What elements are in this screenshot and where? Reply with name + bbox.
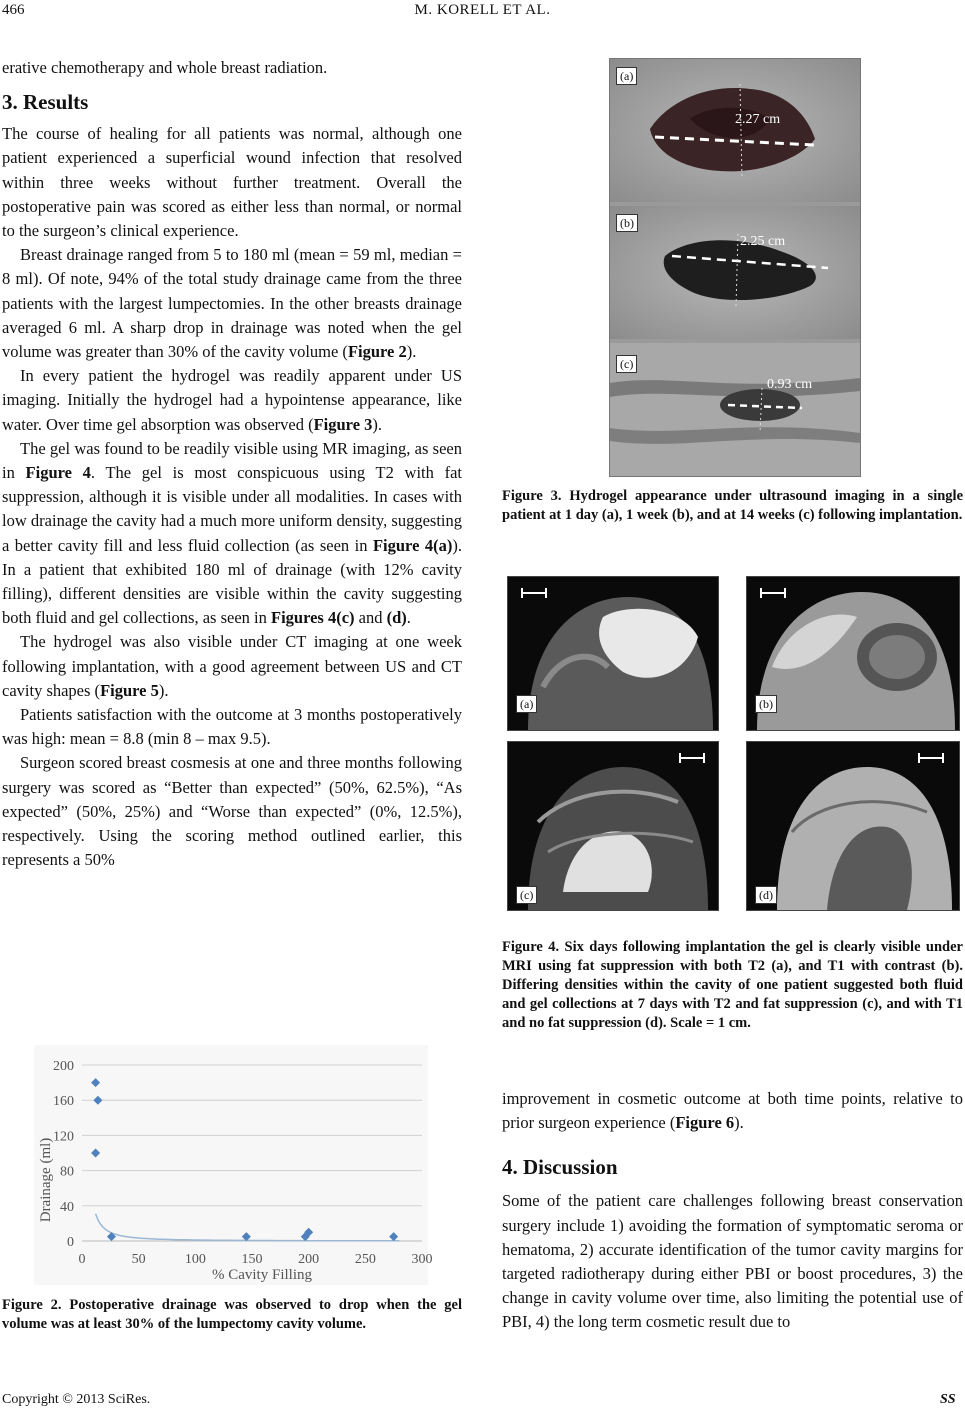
- y-tick-label: 40: [60, 1199, 74, 1215]
- results-paragraph-1: The course of healing for all patients was normal, although one patient experienced a superficial wound infection that resolved within three weeks without further treatment. Overall the postoperative pain was scored as either less than normal, or normal to the surgeon’s clinical experience.: [2, 124, 462, 241]
- figure-3-ref[interactable]: Figure 3: [313, 414, 373, 434]
- figure-5-ref[interactable]: Figure 5: [100, 680, 159, 700]
- figure-4d-ref[interactable]: (d): [386, 608, 407, 628]
- mri-image-d: [747, 742, 959, 910]
- x-tick-label: 0: [78, 1252, 86, 1267]
- discussion-paragraph: Some of the patient care challenges following breast conservation surgery include 1) avoiding the formation of symptomatic seroma or hematoma, 2) accurate identification of the tumor cavity margins for targeted radiotherapy during either PBI or boost procedures, 3) the change in cavity volume over time, also limiting the potential use of PBI, 4) the long term cosmetic result due to: [502, 1191, 963, 1332]
- mri-panel-d: [746, 741, 960, 911]
- figure-3-caption-label: Figure 3.: [502, 488, 562, 504]
- figure-4-caption: [502, 938, 963, 1033]
- results-paragraph-5: The hydrogel was also visible under CT imaging at one week following implantation, with a good agreement between US and CT cavity shapes (Figure 5).: [2, 632, 462, 700]
- figure-2-caption-text: Postoperative drainage was observed to drop when the gel volume was at least 30% of the lumpectomy cavity volume.: [2, 1297, 463, 1332]
- figure-2-caption: [2, 1296, 462, 1334]
- results-heading: 3. Results: [2, 90, 89, 115]
- y-axis-label: Drainage (ml): [38, 1137, 54, 1223]
- panel-a-label: (a): [616, 67, 637, 85]
- mri-label-b: (b): [755, 695, 777, 713]
- panel-c-measurement: 0.93 cm: [767, 377, 813, 392]
- footer-copyright: Copyright © 2013 SciRes.: [2, 1392, 151, 1407]
- footer-journal: SS: [940, 1392, 956, 1407]
- continuation-text: erative chemotherapy and whole breast radiation.: [2, 58, 328, 77]
- x-axis-label: % Cavity Filling: [211, 1267, 313, 1283]
- ultrasound-image-a: [610, 59, 860, 202]
- x-tick-label: 150: [241, 1252, 263, 1267]
- results-paragraph-4: The gel was found to be readily visible using MR imaging, as seen in Figure 4. The gel is most conspicuous using T2 with fat suppression, although it is visible under all modalities. In cases with low drainage the cavity had a much more uniform density, suggesting a better cavity fill and less fluid collection (as seen in Figure 4(a)). In a patient that exhibited 180 ml of drainage (with 12% cavity filling), different densities are visible within the cavity suggesting both fluid and gel collections, as seen in Figures 4(c) and (d).: [2, 438, 462, 628]
- figure-4-ref[interactable]: Figure 4: [25, 463, 91, 483]
- results-paragraph-3: In every patient the hydrogel was readily apparent under US imaging. Initially the hydrogel had a hypointense appearance, like water. Over time gel absorption was observed (Figure 3).: [2, 366, 462, 434]
- ultrasound-panel-a: [610, 59, 860, 202]
- figure-3-image: [609, 58, 861, 477]
- results-paragraph-6: Patients satisfaction with the outcome at 3 months postoperatively was high: mean = 8.8 (min 8 – max 9.5).: [2, 705, 462, 749]
- cosmesis-paragraph: improvement in cosmetic outcome at both time points, relative to prior surgeon experience (Figure 6).: [502, 1089, 963, 1133]
- figure-6-ref[interactable]: Figure 6: [675, 1113, 735, 1133]
- panel-b-label: (b): [616, 214, 638, 232]
- mri-label-c: (c): [516, 886, 537, 904]
- ultrasound-image-c: [610, 343, 860, 476]
- y-tick-label: 160: [53, 1094, 74, 1110]
- running-title: M. KORELL ET AL.: [414, 2, 551, 18]
- ultrasound-panel-b: [610, 206, 860, 339]
- figure-2-caption-label: Figure 2.: [2, 1297, 62, 1313]
- results-paragraph-7: Surgeon scored breast cosmesis at one and three months following surgery was scored as “Better than expected” (50%, 62.5%), “As expected” (50%, 25%) and “Worse than expected” (0%, 12.5%), respectively. Using the scoring method outlined earlier, this represents a 50%: [2, 753, 462, 870]
- discussion-heading: 4. Discussion: [502, 1155, 618, 1180]
- mri-image-c: [508, 742, 718, 910]
- x-tick-label: 300: [411, 1252, 433, 1267]
- figure-4-caption-text: Six days following implantation the gel is clearly visible under MRI using fat suppression with both T2 (a), and T1 with contrast (b). Differing densities within the cavity of one patient suggested both fluid and gel collections at 7 days with T2 and fat suppression (c), and with T1 and no fat suppression (d). Scale = 1 cm.: [502, 939, 963, 1031]
- running-header: [0, 0, 965, 22]
- x-tick-label: 200: [298, 1252, 320, 1267]
- mri-image-b: [747, 577, 959, 730]
- y-tick-label: 120: [53, 1129, 74, 1145]
- panel-b-measurement: 2.25 cm: [740, 234, 786, 249]
- right-column: [502, 1087, 963, 1335]
- results-paragraph-2: Breast drainage ranged from 5 to 180 ml (mean = 59 ml, median = 8 ml). Of note, 94% of the total study drainage came from the three patients with the largest lumpectomies. In the other breasts drainage averaged 6 ml. A sharp drop in drainage was noted when the gel volume was greater than 30% of the cavity volume (Figure 2).: [2, 245, 462, 362]
- mri-image-a: [508, 577, 718, 730]
- mri-panel-b: [746, 576, 960, 731]
- panel-c-label: (c): [616, 355, 637, 373]
- x-tick-label: 250: [354, 1252, 376, 1267]
- left-column: [2, 56, 462, 873]
- y-tick-label: 200: [53, 1059, 74, 1074]
- figure-2-ref[interactable]: Figure 2: [347, 342, 407, 362]
- y-tick-label: 0: [67, 1235, 74, 1250]
- figure-2-chart: [34, 1045, 433, 1285]
- mri-panel-c: [507, 741, 719, 911]
- figure-4-caption-label: Figure 4.: [502, 939, 560, 955]
- mri-panel-a: [507, 576, 719, 731]
- mri-label-d: (d): [755, 886, 777, 904]
- figure-4a-ref[interactable]: Figure 4(a): [372, 535, 453, 555]
- figure-3-caption: [502, 487, 963, 525]
- x-tick-label: 100: [184, 1252, 206, 1267]
- figure-4c-ref[interactable]: Figures 4(c): [270, 608, 355, 628]
- panel-a-measurement: 2.27 cm: [735, 112, 781, 127]
- page-number: 466: [2, 2, 25, 18]
- x-tick-label: 50: [131, 1252, 146, 1267]
- ultrasound-panel-c: [610, 343, 860, 476]
- ultrasound-image-b: [610, 206, 860, 339]
- figure-3-caption-text: Hydrogel appearance under ultrasound imaging in a single patient at 1 day (a), 1 week (b), and at 14 weeks (c) following implantation.: [502, 488, 964, 523]
- mri-label-a: (a): [516, 695, 537, 713]
- y-tick-label: 80: [60, 1164, 74, 1180]
